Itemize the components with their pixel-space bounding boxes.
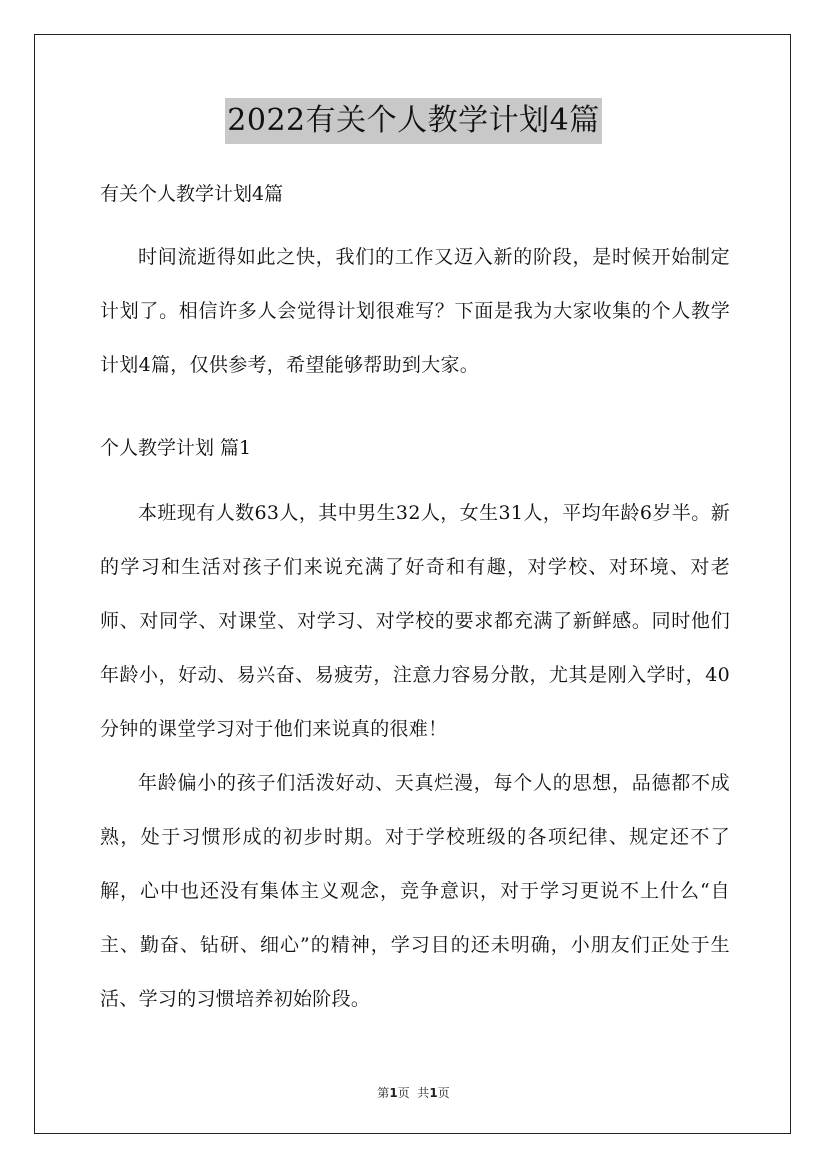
document-body [100,170,730,1026]
footer-current-page: 1 [389,1086,398,1100]
section-heading: 个人教学计划 篇1 [100,437,252,459]
footer-mid: 页 共 [397,1086,430,1100]
section-paragraph-2: 年龄偏小的孩子们活泼好动、天真烂漫，每个人的思想，品德都不成熟，处于习惯形成的初步时期。对于学校班级的各项纪律、规定还不了解，心中也还没有集体主义观念，竞争意识，对于学习更说不上什么“自主、勤奋、钻研、细心”的精神，学习目的还未明确，小朋友们正处于生活、学习的习惯培养初始阶段。 [100,772,730,1010]
document-title: 2022有关个人教学计划4篇 [225,98,601,144]
section-paragraph-1: 本班现有人数63人，其中男生32人，女生31人，平均年龄6岁半。新的学习和生活对孩子们来说充满了好奇和有趣，对学校、对环境、对老师、对同学、对课堂、对学习、对学校的要求都充满了新鲜感。同时他们年龄小，好动、易兴奋、易疲劳，注意力容易分散，尤其是刚入学时，40分钟的课堂学习对于他们来说真的很难！ [100,502,730,740]
footer-prefix: 第 [377,1086,390,1100]
footer-suffix: 页 [437,1086,450,1100]
page-footer [0,1084,827,1101]
document-subtitle: 有关个人教学计划4篇 [100,183,284,205]
footer-total-pages: 1 [429,1086,438,1100]
title-wrap [0,98,827,144]
intro-paragraph: 时间流逝得如此之快，我们的工作又迈入新的阶段，是时候开始制定计划了。相信许多人会觉得计划很难写？下面是我为大家收集的个人教学计划4篇，仅供参考，希望能够帮助到大家。 [100,246,730,376]
